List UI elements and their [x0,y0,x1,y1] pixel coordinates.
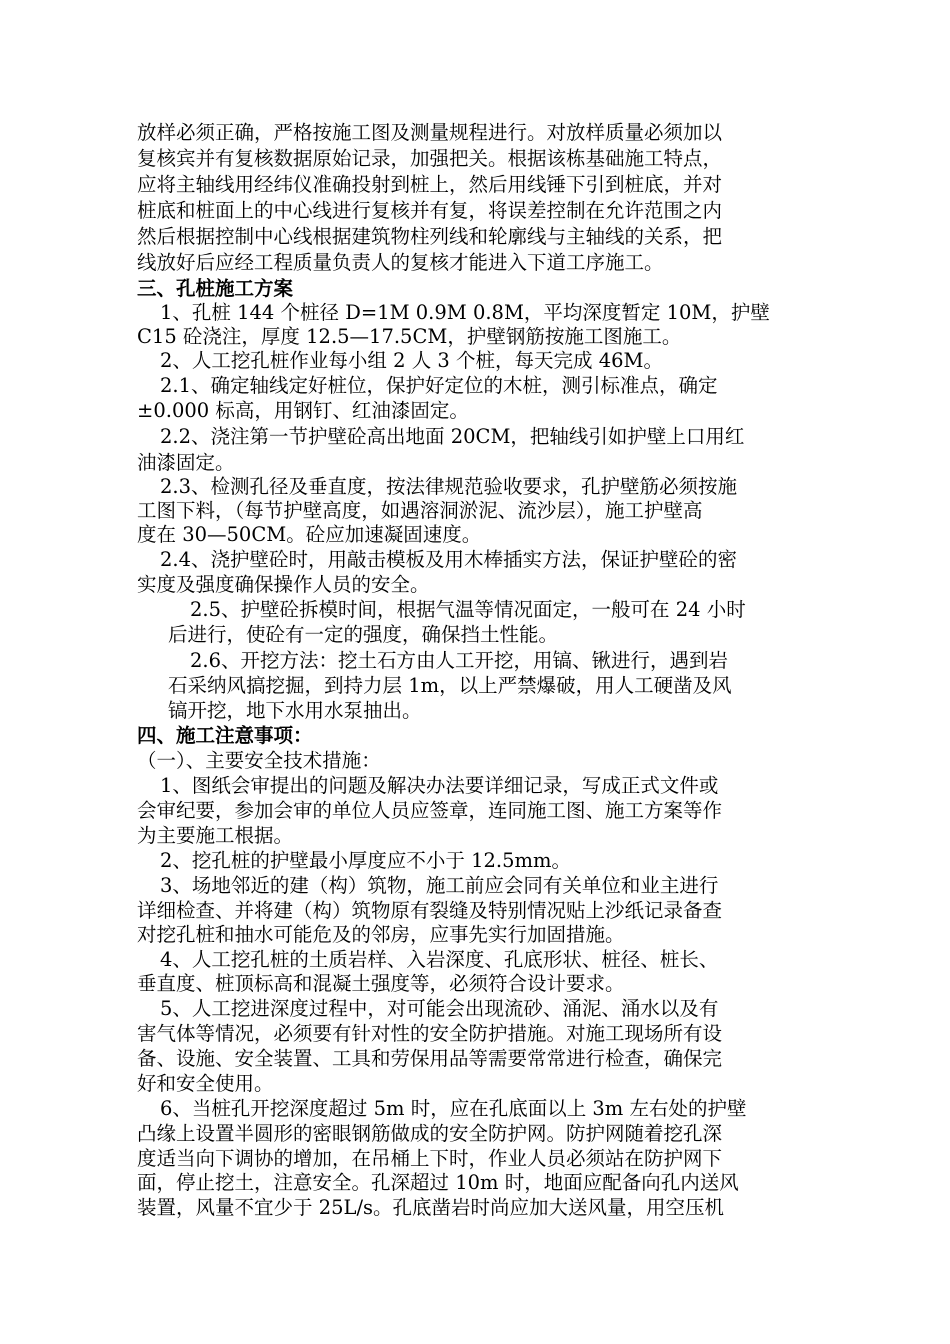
body-text-line: 线放好后应经工程质量负责人的复核才能进入下道工序施工。 [137,251,664,274]
body-text-line: 度适当向下调协的增加，在吊桶上下时，作业人员必须站在防护网下 [137,1147,723,1170]
body-text-line: 然后根据控制中心线根据建筑物柱列线和轮廓线与主轴线的关系，把 [137,225,723,248]
subsection-heading: （一）、主要安全技术措施： [137,749,381,772]
body-text-line: 实度及强度确保操作人员的安全。 [137,573,430,596]
body-text-line: 桩底和桩面上的中心线进行复核并有复，将误差控制在允许范围之内 [137,199,723,222]
body-text-line: 1、图纸会审提出的问题及解决办法要详细记录，写成正式文件或 [160,774,719,797]
body-text-line: ±0.000 标高，用钢钉、红油漆固定。 [137,399,469,422]
body-text-line: 对挖孔桩和抽水可能危及的邻房，应事先实行加固措施。 [137,923,625,946]
body-text-line: 油漆固定。 [137,451,235,474]
body-text-line: 6、当桩孔开挖深度超过 5m 时，应在孔底面以上 3m 左右处的护壁 [160,1097,747,1120]
body-text-line: 2.5、护壁砼拆模时间，根据气温等情况面定，一般可在 24 小时 [190,598,746,621]
body-text-line: 2.6、开挖方法：挖土石方由人工开挖，用镐、锹进行，遇到岩 [190,649,729,672]
body-text-line: 害气体等情况，必须要有针对性的安全防护措施。对施工现场所有设 [137,1022,723,1045]
body-text-line: 放样必须正确，严格按施工图及测量规程进行。对放样质量必须加以 [137,121,723,144]
body-text-line: 2、人工挖孔桩作业每小组 2 人 3 个桩，每天完成 46M。 [160,349,663,372]
body-text-line: 2.2、浇注第一节护壁砼高出地面 20CM，把轴线引如护壁上口用红 [160,425,745,448]
body-text-line: 面，停止挖土，注意安全。孔深超过 10m 时，地面应配备向孔内送风 [137,1171,739,1194]
body-text-line: 2、挖孔桩的护壁最小厚度应不小于 12.5mm。 [160,849,572,872]
body-text-line: 详细检查、并将建（构）筑物原有裂缝及特别情况贴上沙纸记录备查 [137,899,723,922]
body-text-line: 3、场地邻近的建（构）筑物，施工前应会同有关单位和业主进行 [160,874,719,897]
body-text-line: 度在 30—50CM。砼应加速凝固速度。 [137,523,482,546]
body-text-line: 2.3、检测孔径及垂直度，按法律规范验收要求，孔护壁筋必须按施 [160,475,738,498]
body-text-line: 1、孔桩 144 个桩径 D=1M 0.9M 0.8M，平均深度暂定 10M，护壁 [160,301,770,324]
body-text-line: 为主要施工根据。 [137,824,294,847]
body-text-line: 会审纪要，参加会审的单位人员应签章，连同施工图、施工方案等作 [137,799,723,822]
body-text-line: 垂直度、桩顶标高和混凝土强度等，必须符合设计要求。 [137,972,625,995]
body-text-line: 镐开挖，地下水用水泵抽出。 [168,699,422,722]
body-text-line: 后进行，使砼有一定的强度，确保挡土性能。 [168,623,559,646]
body-text-line: C15 砼浇注，厚度 12.5—17.5CM，护壁钢筋按施工图施工。 [137,325,682,348]
body-text-line: 装置，风量不宜少于 25L/s。孔底凿岩时尚应加大送风量，用空压机 [137,1196,725,1219]
body-text-line: 4、人工挖孔桩的土质岩样、入岩深度、孔底形状、桩径、桩长、 [160,948,719,971]
body-text-line: 2.1、确定轴线定好桩位，保护好定位的木桩，测引标准点，确定 [160,374,718,397]
body-text-line: 石采纳风搞挖掘，到持力层 1m，以上严禁爆破，用人工硬凿及风 [168,674,732,697]
body-text-line: 复核宾并有复核数据原始记录，加强把关。根据该栋基础施工特点， [137,147,723,170]
section-heading: 三、孔桩施工方案 [137,277,294,300]
section-heading: 四、施工注意事项： [137,724,313,747]
body-text-line: 工图下料，（每节护壁高度，如遇溶洞淤泥、流沙层），施工护壁高 [137,499,703,522]
body-text-line: 凸缘上设置半圆形的密眼钢筋做成的安全防护网。防护网随着挖孔深 [137,1122,723,1145]
body-text-line: 备、设施、安全装置、工具和劳保用品等需要常常进行检查，确保完 [137,1047,723,1070]
body-text-line: 应将主轴线用经纬仪准确投射到桩上，然后用线锤下引到桩底，并对 [137,173,723,196]
body-text-line: 好和安全使用。 [137,1072,274,1095]
body-text-line: 2.4、浇护壁砼时，用敲击模板及用木棒插实方法，保证护壁砼的密 [160,548,738,571]
body-text-line: 5、人工挖进深度过程中，对可能会出现流砂、涌泥、涌水以及有 [160,997,719,1020]
